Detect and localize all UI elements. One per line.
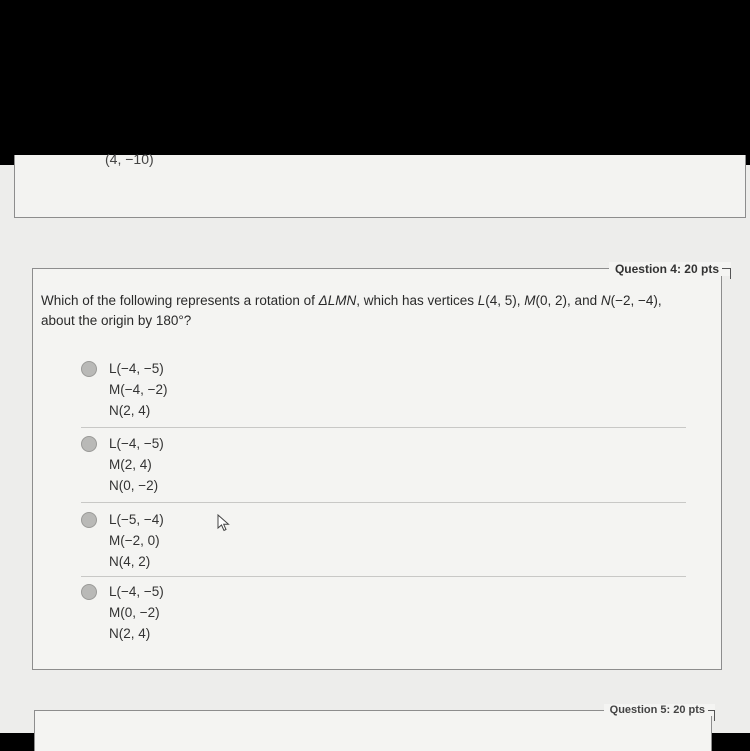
option-n-value: N(2, 4) [109, 403, 151, 418]
question-text: Which of the following represents a rotation of ΔLMN, which has vertices L(4, 5), M(0, 2), and N(−2, −4), about the origin by 180°? [41, 293, 662, 328]
question-card [32, 262, 722, 670]
previous-answer-text: (4, −10) [105, 151, 154, 167]
option-n-value: N(0, −2) [109, 478, 159, 493]
quiz-screen [0, 151, 750, 733]
mouse-pointer-icon [217, 514, 231, 532]
radio-button-icon[interactable] [81, 512, 97, 528]
next-question-header: Question 5: 20 pts [604, 704, 715, 716]
option-m-value: M(2, 4) [109, 457, 152, 472]
radio-button-icon[interactable] [81, 584, 97, 600]
radio-button-icon[interactable] [81, 361, 97, 377]
option-n-value: N(2, 4) [109, 626, 151, 641]
option-m-value: M(−4, −2) [109, 382, 168, 397]
option-l-value: L(−4, −5) [109, 584, 164, 599]
option-l-value: L(−4, −5) [109, 361, 164, 376]
answer-option-2[interactable] [81, 436, 686, 503]
answer-option-4[interactable] [81, 584, 686, 650]
option-l-value: L(−4, −5) [109, 436, 164, 451]
option-m-value: M(0, −2) [109, 605, 160, 620]
previous-question-card [14, 151, 746, 218]
question-header: Question 4: 20 pts [609, 262, 731, 276]
option-m-value: M(−2, 0) [109, 533, 160, 548]
next-question-card [34, 704, 712, 751]
option-l-value: L(−5, −4) [109, 512, 164, 527]
answer-option-1[interactable] [81, 361, 686, 428]
option-n-value: N(4, 2) [109, 554, 151, 569]
radio-button-icon[interactable] [81, 436, 97, 452]
answer-option-3[interactable] [81, 512, 686, 577]
